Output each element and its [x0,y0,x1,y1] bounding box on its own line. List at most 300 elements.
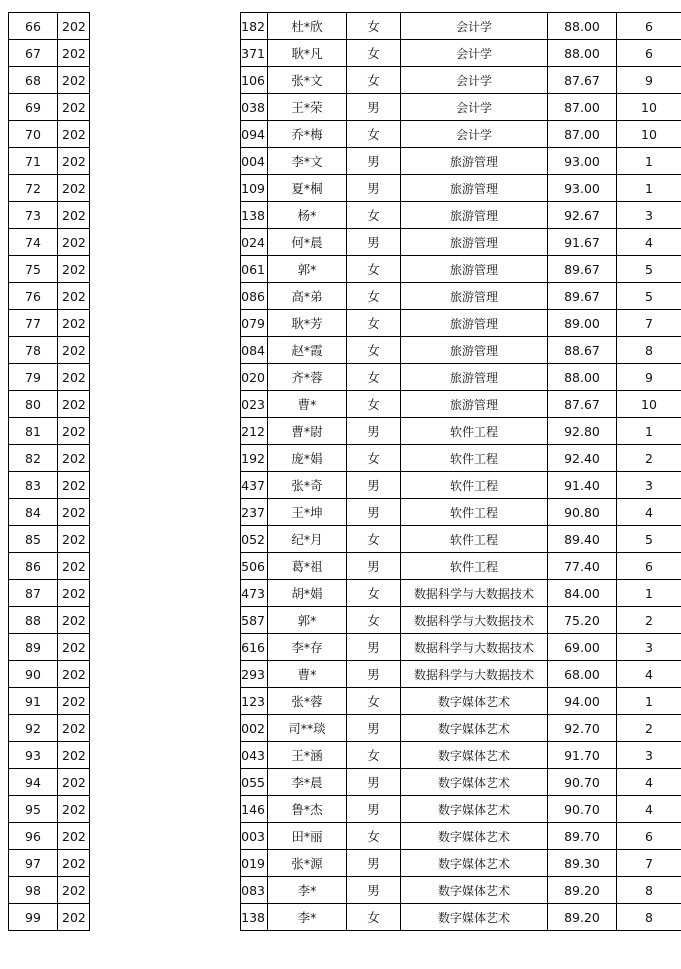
score-cell: 69.00 [548,634,617,661]
major-cell: 会计学 [401,94,548,121]
gender-cell: 女 [347,607,401,634]
name-cell: 李*存 [268,634,347,661]
redacted-gap [90,418,241,445]
rank-cell: 10 [617,121,681,148]
name-cell: 纪*月 [268,526,347,553]
score-cell: 89.67 [548,283,617,310]
name-cell: 张*文 [268,67,347,94]
redacted-gap [90,607,241,634]
name-cell: 司**琰 [268,715,347,742]
year-cell: 202 [58,634,90,661]
name-cell: 张*蓉 [268,688,347,715]
redacted-gap [90,283,241,310]
student-id-cell: 182 [241,13,268,40]
score-cell: 91.67 [548,229,617,256]
year-cell: 202 [58,472,90,499]
student-id-cell: 212 [241,418,268,445]
major-cell: 旅游管理 [401,175,548,202]
student-id-cell: 587 [241,607,268,634]
redacted-gap [90,499,241,526]
year-cell: 202 [58,715,90,742]
gender-cell: 女 [347,283,401,310]
table-row [9,148,681,175]
table-row [9,769,681,796]
major-cell: 数字媒体艺术 [401,850,548,877]
year-cell: 202 [58,283,90,310]
rank-cell: 4 [617,661,681,688]
table-row [9,13,681,40]
major-cell: 会计学 [401,67,548,94]
row-number-cell: 89 [9,634,58,661]
gender-cell: 女 [347,742,401,769]
redacted-gap [90,769,241,796]
name-cell: 夏*桐 [268,175,347,202]
redacted-gap [90,904,241,931]
student-id-cell: 138 [241,202,268,229]
row-number-cell: 82 [9,445,58,472]
major-cell: 会计学 [401,121,548,148]
major-cell: 旅游管理 [401,283,548,310]
redacted-gap [90,445,241,472]
gender-cell: 女 [347,40,401,67]
table-row [9,850,681,877]
student-id-cell: 237 [241,499,268,526]
redacted-gap [90,823,241,850]
table-row [9,553,681,580]
redacted-gap [90,337,241,364]
redacted-gap [90,580,241,607]
table-row [9,391,681,418]
row-number-cell: 73 [9,202,58,229]
student-id-cell: 473 [241,580,268,607]
major-cell: 会计学 [401,40,548,67]
gender-cell: 男 [347,175,401,202]
gender-cell: 女 [347,67,401,94]
gender-cell: 女 [347,337,401,364]
table-row [9,94,681,121]
rank-cell: 6 [617,40,681,67]
gender-cell: 男 [347,553,401,580]
name-cell: 李* [268,904,347,931]
table-row [9,337,681,364]
gender-cell: 男 [347,499,401,526]
year-cell: 202 [58,256,90,283]
name-cell: 胡*娟 [268,580,347,607]
gender-cell: 女 [347,121,401,148]
ranking-table [8,12,681,931]
year-cell: 202 [58,742,90,769]
name-cell: 赵*霞 [268,337,347,364]
row-number-cell: 67 [9,40,58,67]
name-cell: 郭* [268,607,347,634]
table-row [9,445,681,472]
redacted-gap [90,13,241,40]
table-row [9,688,681,715]
year-cell: 202 [58,67,90,94]
rank-cell: 8 [617,337,681,364]
year-cell: 202 [58,229,90,256]
redacted-gap [90,634,241,661]
gender-cell: 男 [347,472,401,499]
name-cell: 耿*芳 [268,310,347,337]
name-cell: 李* [268,877,347,904]
gender-cell: 男 [347,148,401,175]
major-cell: 数字媒体艺术 [401,904,548,931]
score-cell: 77.40 [548,553,617,580]
redacted-gap [90,526,241,553]
year-cell: 202 [58,553,90,580]
row-number-cell: 85 [9,526,58,553]
row-number-cell: 91 [9,688,58,715]
gender-cell: 女 [347,580,401,607]
name-cell: 曹*尉 [268,418,347,445]
row-number-cell: 94 [9,769,58,796]
table-row [9,310,681,337]
student-id-cell: 002 [241,715,268,742]
row-number-cell: 70 [9,121,58,148]
student-id-cell: 083 [241,877,268,904]
major-cell: 软件工程 [401,418,548,445]
rank-cell: 2 [617,607,681,634]
year-cell: 202 [58,310,90,337]
row-number-cell: 84 [9,499,58,526]
score-cell: 89.20 [548,877,617,904]
row-number-cell: 86 [9,553,58,580]
gender-cell: 女 [347,823,401,850]
gender-cell: 女 [347,526,401,553]
redacted-gap [90,310,241,337]
student-id-cell: 616 [241,634,268,661]
redacted-gap [90,391,241,418]
rank-cell: 1 [617,148,681,175]
name-cell: 王*涵 [268,742,347,769]
name-cell: 乔*梅 [268,121,347,148]
table-row [9,364,681,391]
row-number-cell: 99 [9,904,58,931]
rank-cell: 2 [617,715,681,742]
row-number-cell: 87 [9,580,58,607]
name-cell: 杨* [268,202,347,229]
gender-cell: 女 [347,688,401,715]
score-cell: 90.80 [548,499,617,526]
score-cell: 89.70 [548,823,617,850]
table-row [9,634,681,661]
score-cell: 92.40 [548,445,617,472]
table-row [9,472,681,499]
major-cell: 数字媒体艺术 [401,823,548,850]
major-cell: 数字媒体艺术 [401,796,548,823]
rank-cell: 10 [617,94,681,121]
rank-cell: 7 [617,310,681,337]
redacted-gap [90,148,241,175]
row-number-cell: 78 [9,337,58,364]
score-cell: 92.70 [548,715,617,742]
year-cell: 202 [58,175,90,202]
score-cell: 84.00 [548,580,617,607]
score-cell: 87.67 [548,391,617,418]
year-cell: 202 [58,13,90,40]
year-cell: 202 [58,796,90,823]
score-cell: 87.67 [548,67,617,94]
score-cell: 87.00 [548,94,617,121]
gender-cell: 女 [347,256,401,283]
rank-cell: 3 [617,634,681,661]
score-cell: 91.40 [548,472,617,499]
row-number-cell: 95 [9,796,58,823]
gender-cell: 男 [347,769,401,796]
score-cell: 88.00 [548,364,617,391]
major-cell: 数字媒体艺术 [401,877,548,904]
rank-cell: 1 [617,175,681,202]
row-number-cell: 75 [9,256,58,283]
rank-cell: 10 [617,391,681,418]
row-number-cell: 74 [9,229,58,256]
redacted-gap [90,688,241,715]
row-number-cell: 88 [9,607,58,634]
score-cell: 92.67 [548,202,617,229]
redacted-gap [90,94,241,121]
score-cell: 89.20 [548,904,617,931]
rank-cell: 5 [617,256,681,283]
redacted-gap [90,67,241,94]
student-id-cell: 146 [241,796,268,823]
score-cell: 89.40 [548,526,617,553]
name-cell: 庞*娟 [268,445,347,472]
rank-cell: 8 [617,904,681,931]
name-cell: 曹* [268,391,347,418]
student-id-cell: 123 [241,688,268,715]
row-number-cell: 76 [9,283,58,310]
table-row [9,715,681,742]
major-cell: 旅游管理 [401,337,548,364]
row-number-cell: 80 [9,391,58,418]
student-id-cell: 043 [241,742,268,769]
row-number-cell: 72 [9,175,58,202]
gender-cell: 男 [347,715,401,742]
student-id-cell: 084 [241,337,268,364]
score-cell: 89.67 [548,256,617,283]
redacted-gap [90,472,241,499]
table-row [9,121,681,148]
rank-cell: 4 [617,769,681,796]
table-row [9,418,681,445]
major-cell: 旅游管理 [401,391,548,418]
score-cell: 92.80 [548,418,617,445]
student-id-cell: 003 [241,823,268,850]
gender-cell: 女 [347,364,401,391]
major-cell: 旅游管理 [401,202,548,229]
row-number-cell: 68 [9,67,58,94]
redacted-gap [90,742,241,769]
student-id-cell: 371 [241,40,268,67]
year-cell: 202 [58,580,90,607]
table-row [9,229,681,256]
name-cell: 田*丽 [268,823,347,850]
gender-cell: 男 [347,229,401,256]
year-cell: 202 [58,499,90,526]
gender-cell: 女 [347,13,401,40]
gender-cell: 男 [347,634,401,661]
year-cell: 202 [58,148,90,175]
year-cell: 202 [58,202,90,229]
rank-cell: 8 [617,877,681,904]
redacted-gap [90,877,241,904]
row-number-cell: 93 [9,742,58,769]
redacted-gap [90,364,241,391]
table-row [9,526,681,553]
rank-cell: 4 [617,229,681,256]
student-id-cell: 024 [241,229,268,256]
table-row [9,202,681,229]
table-row [9,67,681,94]
score-cell: 89.30 [548,850,617,877]
gender-cell: 女 [347,445,401,472]
row-number-cell: 71 [9,148,58,175]
rank-cell: 3 [617,472,681,499]
row-number-cell: 69 [9,94,58,121]
redacted-gap [90,553,241,580]
gender-cell: 女 [347,202,401,229]
row-number-cell: 81 [9,418,58,445]
table-row [9,904,681,931]
rank-cell: 1 [617,580,681,607]
name-cell: 李*文 [268,148,347,175]
score-cell: 89.00 [548,310,617,337]
score-cell: 88.00 [548,13,617,40]
rank-cell: 5 [617,526,681,553]
redacted-gap [90,850,241,877]
row-number-cell: 66 [9,13,58,40]
year-cell: 202 [58,688,90,715]
year-cell: 202 [58,904,90,931]
rank-cell: 6 [617,823,681,850]
student-id-cell: 052 [241,526,268,553]
major-cell: 旅游管理 [401,310,548,337]
redacted-gap [90,715,241,742]
score-cell: 90.70 [548,769,617,796]
year-cell: 202 [58,364,90,391]
table-row [9,607,681,634]
rank-cell: 7 [617,850,681,877]
name-cell: 郭* [268,256,347,283]
major-cell: 数字媒体艺术 [401,688,548,715]
table-row [9,796,681,823]
redacted-gap [90,40,241,67]
year-cell: 202 [58,337,90,364]
name-cell: 王*坤 [268,499,347,526]
rank-cell: 9 [617,67,681,94]
rank-cell: 6 [617,553,681,580]
student-id-cell: 138 [241,904,268,931]
major-cell: 软件工程 [401,499,548,526]
table-row [9,40,681,67]
redacted-gap [90,229,241,256]
score-cell: 88.00 [548,40,617,67]
score-cell: 88.67 [548,337,617,364]
student-id-cell: 020 [241,364,268,391]
redacted-gap [90,256,241,283]
major-cell: 旅游管理 [401,256,548,283]
name-cell: 耿*凡 [268,40,347,67]
score-cell: 93.00 [548,175,617,202]
year-cell: 202 [58,850,90,877]
gender-cell: 女 [347,391,401,418]
student-id-cell: 506 [241,553,268,580]
table-row [9,742,681,769]
rank-cell: 4 [617,796,681,823]
gender-cell: 女 [347,904,401,931]
student-id-cell: 038 [241,94,268,121]
year-cell: 202 [58,661,90,688]
rank-cell: 1 [617,418,681,445]
year-cell: 202 [58,94,90,121]
name-cell: 高*弟 [268,283,347,310]
redacted-gap [90,796,241,823]
table-row [9,499,681,526]
major-cell: 旅游管理 [401,229,548,256]
table-row [9,256,681,283]
student-id-cell: 106 [241,67,268,94]
table-row [9,283,681,310]
score-cell: 94.00 [548,688,617,715]
row-number-cell: 90 [9,661,58,688]
major-cell: 数据科学与大数据技术 [401,607,548,634]
row-number-cell: 83 [9,472,58,499]
major-cell: 数字媒体艺术 [401,715,548,742]
name-cell: 张*源 [268,850,347,877]
redacted-gap [90,175,241,202]
name-cell: 张*奇 [268,472,347,499]
year-cell: 202 [58,607,90,634]
major-cell: 软件工程 [401,553,548,580]
major-cell: 软件工程 [401,445,548,472]
gender-cell: 女 [347,310,401,337]
score-cell: 75.20 [548,607,617,634]
gender-cell: 男 [347,877,401,904]
name-cell: 王*荣 [268,94,347,121]
name-cell: 葛*祖 [268,553,347,580]
table-row [9,661,681,688]
name-cell: 何*晨 [268,229,347,256]
table-row [9,580,681,607]
name-cell: 曹* [268,661,347,688]
student-id-cell: 023 [241,391,268,418]
row-number-cell: 98 [9,877,58,904]
score-cell: 91.70 [548,742,617,769]
gender-cell: 男 [347,661,401,688]
year-cell: 202 [58,526,90,553]
student-id-cell: 061 [241,256,268,283]
rank-cell: 3 [617,202,681,229]
name-cell: 李*晨 [268,769,347,796]
gender-cell: 男 [347,94,401,121]
row-number-cell: 96 [9,823,58,850]
student-id-cell: 086 [241,283,268,310]
student-id-cell: 055 [241,769,268,796]
major-cell: 数字媒体艺术 [401,742,548,769]
gender-cell: 男 [347,418,401,445]
student-id-cell: 094 [241,121,268,148]
year-cell: 202 [58,121,90,148]
gender-cell: 男 [347,796,401,823]
major-cell: 会计学 [401,13,548,40]
row-number-cell: 77 [9,310,58,337]
name-cell: 齐*蓉 [268,364,347,391]
student-id-cell: 019 [241,850,268,877]
year-cell: 202 [58,823,90,850]
year-cell: 202 [58,769,90,796]
year-cell: 202 [58,418,90,445]
